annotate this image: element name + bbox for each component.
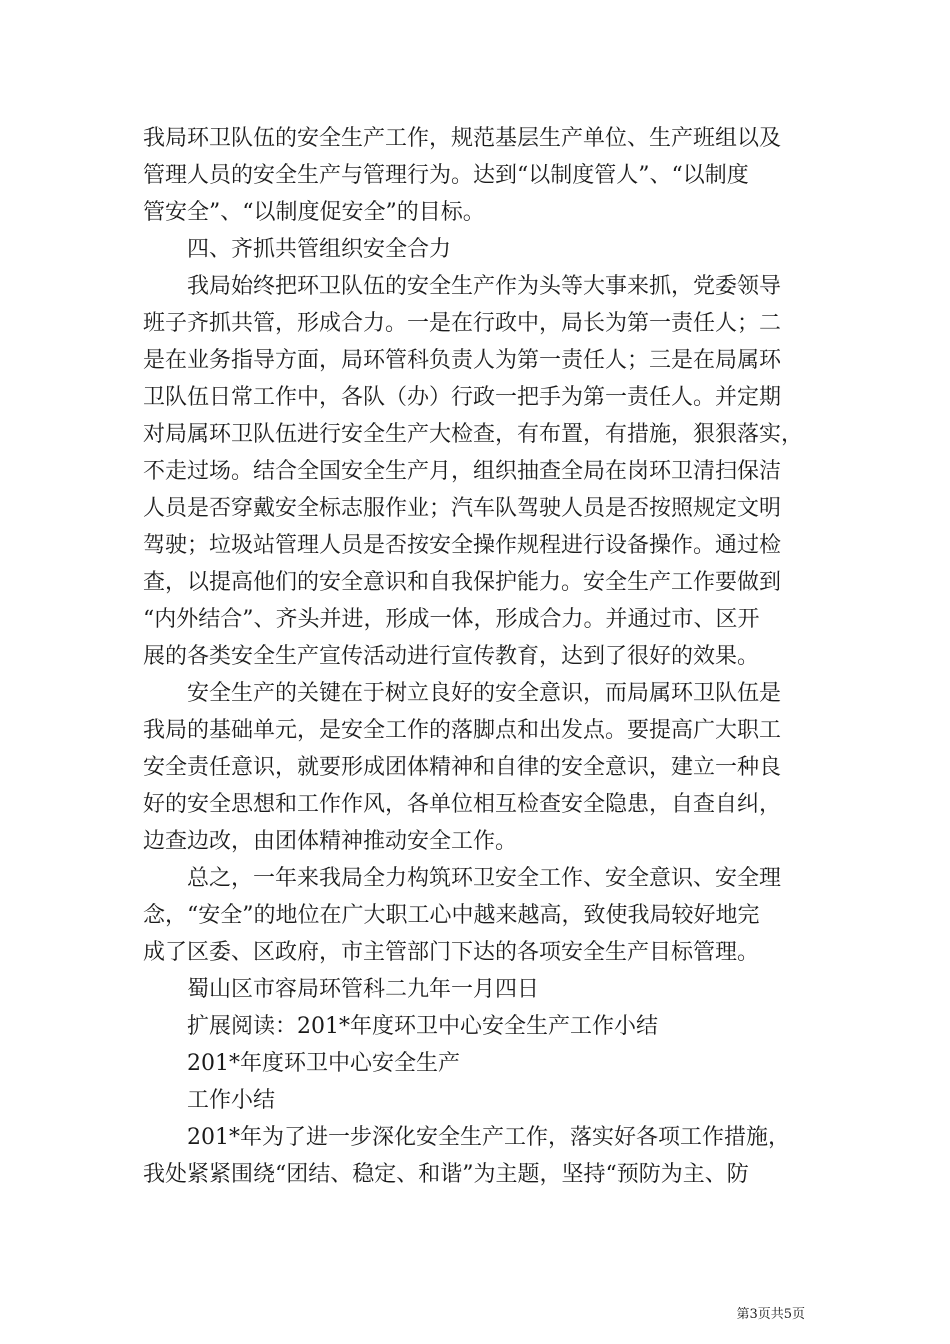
text-line: 管理人员的安全生产与管理行为。达到“以制度管人”、“以制度 bbox=[143, 163, 749, 188]
text-line: 不走过场。结合全国安全生产月，组织抽查全局在岗环卫清扫保洁 bbox=[143, 459, 782, 484]
text-line: 我局的基础单元，是安全工作的落脚点和出发点。要提高广大职工 bbox=[143, 718, 782, 743]
paragraph bbox=[143, 860, 807, 971]
paragraph bbox=[143, 268, 807, 675]
paragraph bbox=[143, 1008, 807, 1045]
paragraph bbox=[143, 231, 807, 268]
text-line: 查，以提高他们的安全意识和自我保护能力。安全生产工作要做到 bbox=[143, 570, 782, 595]
paragraph bbox=[143, 120, 807, 231]
document-body bbox=[143, 120, 807, 1193]
text-line: 总之，一年来我局全力构筑环卫安全工作、安全意识、安全理 bbox=[187, 866, 782, 891]
text-line: 卫队伍日常工作中，各队（办）行政一把手为第一责任人。并定期 bbox=[143, 385, 782, 410]
text-line: 201*年度环卫中心安全生产 bbox=[187, 1051, 460, 1076]
text-line: 管安全”、“以制度促安全”的目标。 bbox=[143, 200, 485, 225]
text-line: 成了区委、区政府，市主管部门下达的各项安全生产目标管理。 bbox=[143, 940, 760, 965]
text-line: 好的安全思想和工作作风，各单位相互检查安全隐患，自查自纠， bbox=[143, 792, 782, 817]
text-line: 人员是否穿戴安全标志服作业；汽车队驾驶人员是否按照规定文明 bbox=[143, 496, 782, 521]
paragraph bbox=[143, 1082, 807, 1119]
text-line: 201*年为了进一步深化安全生产工作，落实好各项工作措施， bbox=[187, 1125, 790, 1150]
text-line: 念，“安全”的地位在广大职工心中越来越高，致使我局较好地完 bbox=[143, 903, 760, 928]
paragraph bbox=[143, 971, 807, 1008]
paragraph bbox=[143, 1119, 807, 1193]
text-line: 是在业务指导方面，局环管科负责人为第一责任人；三是在局属环 bbox=[143, 348, 782, 373]
text-line: 工作小结 bbox=[187, 1088, 276, 1113]
paragraph bbox=[143, 1045, 807, 1082]
page-number: 第3页共5页 bbox=[736, 1307, 805, 1322]
text-line: 我局环卫队伍的安全生产工作，规范基层生产单位、生产班组以及 bbox=[143, 126, 782, 151]
paragraph bbox=[143, 675, 807, 860]
text-line: 四、齐抓共管组织安全合力 bbox=[187, 237, 452, 262]
text-line: 扩展阅读：201*年度环卫中心安全生产工作小结 bbox=[187, 1014, 658, 1039]
text-line: 边查边改，由团体精神推动安全工作。 bbox=[143, 829, 518, 854]
text-line: 驾驶；垃圾站管理人员是否按安全操作规程进行设备操作。通过检 bbox=[143, 533, 782, 558]
text-line: “内外结合”、齐头并进，形成一体，形成合力。并通过市、区开 bbox=[143, 607, 760, 632]
text-line: 蜀山区市容局环管科二九年一月四日 bbox=[187, 977, 540, 1002]
text-line: 我处紧紧围绕“团结、稳定、和谐”为主题，坚持“预防为主、防 bbox=[143, 1162, 749, 1187]
text-line: 对局属环卫队伍进行安全生产大检查，有布置，有措施，狠狠落实， bbox=[143, 422, 804, 447]
text-line: 安全责任意识，就要形成团体精神和自律的安全意识，建立一种良 bbox=[143, 755, 782, 780]
text-line: 班子齐抓共管，形成合力。一是在行政中，局长为第一责任人；二 bbox=[143, 311, 782, 336]
text-line: 我局始终把环卫队伍的安全生产作为头等大事来抓，党委领导 bbox=[187, 274, 782, 299]
text-line: 展的各类安全生产宣传活动进行宣传教育，达到了很好的效果。 bbox=[143, 644, 760, 669]
text-line: 安全生产的关键在于树立良好的安全意识，而局属环卫队伍是 bbox=[187, 681, 782, 706]
